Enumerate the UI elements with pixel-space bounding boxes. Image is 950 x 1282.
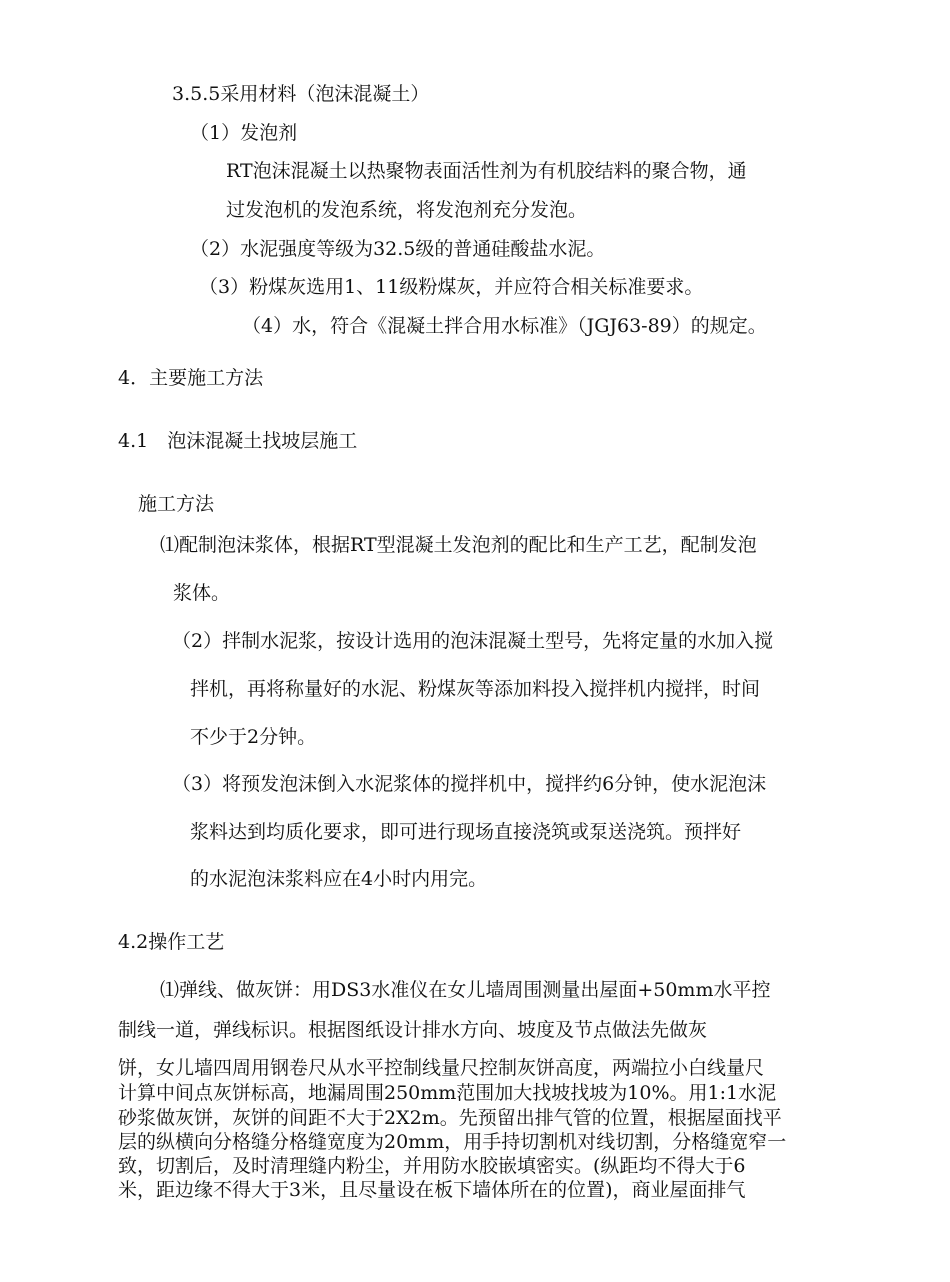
step-1-line-2: 浆体。 <box>173 582 231 604</box>
paragraph-1-line-5: 砂浆做灰饼，灰饼的间距不大于2X2m。先预留出排气管的位置，根据屋面找平 <box>118 1107 782 1129</box>
section-4-2-title: 4.2操作工艺 <box>118 931 225 953</box>
step-3-line-1: （3）将预发泡沫倒入水泥浆体的搅拌机中，搅拌约6分钟，使水泥泡沫 <box>172 773 767 795</box>
item-3: （3）粉煤灰选用1、11级粉煤灰，并应符合相关标准要求。 <box>199 276 704 298</box>
paragraph-1-line-2: 制线一道，弹线标识。根据图纸设计排水方向、坡度及节点做法先做灰 <box>118 1019 708 1041</box>
section-4-1-title: 4.1 泡沫混凝土找坡层施工 <box>118 430 358 452</box>
paragraph-1-line-6: 层的纵横向分格缝分格缝宽度为20mm，用手持切割机对线切割，分格缝宽窄一 <box>118 1131 787 1153</box>
step-1-line-1: ⑴配制泡沫浆体，根据RT型混凝土发泡剂的配比和生产工艺，配制发泡 <box>160 534 757 556</box>
paragraph-1-line-1: ⑴弹线、做灰饼：用DS3水准仪在女儿墙周围测量出屋面+50mm水平控 <box>160 979 771 1001</box>
section-4-title: 4．主要施工方法 <box>118 367 264 389</box>
step-2-line-3: 不少于2分钟。 <box>190 726 317 748</box>
construction-method-subtitle: 施工方法 <box>138 493 215 515</box>
paragraph-1-line-8: 米，距边缘不得大于3米，且尽量设在板下墙体所在的位置)，商业屋面排气 <box>118 1179 746 1201</box>
item-1-line-1: RT泡沫混凝土以热聚物表面活性剂为有机胶结料的聚合物，通 <box>226 160 747 182</box>
item-2: （2）水泥强度等级为32.5级的普通硅酸盐水泥。 <box>190 238 606 260</box>
paragraph-1-line-7: 致，切割后，及时清理缝内粉尘，并用防水胶嵌填密实。(纵距均不得大于6 <box>118 1155 746 1177</box>
step-3-line-3: 的水泥泡沫浆料应在4小时内用完。 <box>190 868 488 890</box>
paragraph-1-line-4: 计算中间点灰饼标高，地漏周围250mm范围加大找坡找坡为10%。用1:1水泥 <box>118 1082 777 1104</box>
item-4: （4）水，符合《混凝土拌合用水标准》（JGJ63-89）的规定。 <box>242 315 767 337</box>
section-3-5-5-title: 3.5.5采用材料（泡沫混凝土） <box>172 83 430 105</box>
step-2-line-2: 拌机，再将称量好的水泥、粉煤灰等添加料投入搅拌机内搅拌，时间 <box>190 678 761 700</box>
paragraph-1-line-3: 饼，女儿墙四周用钢卷尺从水平控制线量尺控制灰饼高度，两端拉小白线量尺 <box>118 1057 765 1079</box>
step-3-line-2: 浆料达到均质化要求，即可进行现场直接浇筑或泵送浇筑。预拌好 <box>190 821 742 843</box>
step-2-line-1: （2）拌制水泥浆，按设计选用的泡沫混凝土型号，先将定量的水加入搅 <box>172 630 774 652</box>
item-1-line-2: 过发泡机的发泡系统，将发泡剂充分发泡。 <box>226 199 588 221</box>
item-1-title: （1）发泡剂 <box>190 122 298 144</box>
